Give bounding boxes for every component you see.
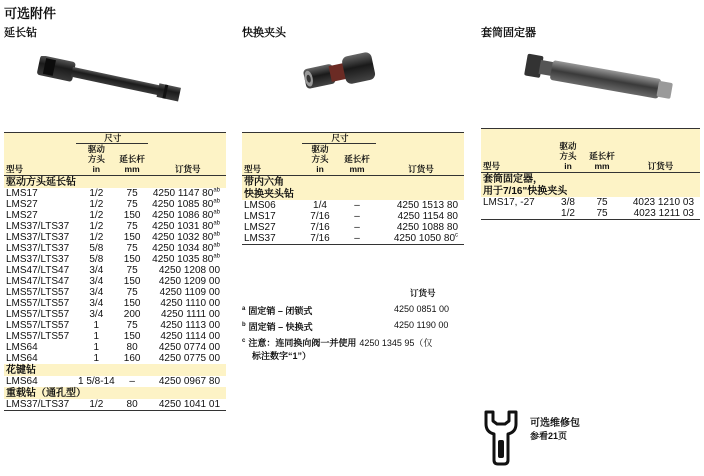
cell-order: 4250 1035 $80^{ab}$ bbox=[152, 253, 220, 265]
cell-extension: – bbox=[354, 222, 360, 233]
footnote-mark: ab bbox=[213, 220, 220, 227]
col-ext-header: 延长杆 bbox=[583, 141, 619, 161]
cell-drive: 1/2 bbox=[89, 188, 104, 199]
cell-extension: 150 bbox=[123, 210, 141, 221]
cell-extension: 75 bbox=[126, 265, 138, 276]
footnote-mark: ab bbox=[213, 253, 220, 260]
table-row bbox=[4, 353, 226, 364]
cell-extension: – bbox=[354, 211, 360, 222]
cell-model: LMS57/LTS57 bbox=[6, 331, 70, 342]
cell-drive: 3/4 bbox=[89, 265, 104, 276]
cell-drive: 1/2 bbox=[89, 221, 104, 232]
table-row bbox=[4, 221, 226, 232]
cell-order: 4250 0967 80 bbox=[158, 376, 220, 387]
cell-order: 4023 1210 03 bbox=[632, 196, 694, 208]
page-title: 可选附件 bbox=[4, 6, 57, 21]
cell-extension: 150 bbox=[123, 298, 141, 309]
cell-drive: 7/16 bbox=[310, 222, 330, 233]
col-drive-header: 驱动 方头 bbox=[551, 141, 583, 161]
cell-drive: 1/2 bbox=[551, 208, 583, 220]
table-row bbox=[4, 232, 226, 243]
cell-drive: 1/2 bbox=[89, 199, 104, 210]
cell-extension: 150 bbox=[123, 232, 141, 243]
cell-drive: 1/4 bbox=[313, 200, 327, 211]
cell-order: 4250 1208 00 bbox=[158, 265, 220, 276]
col-drive-header: 驱动 方头 bbox=[76, 144, 115, 165]
cell-order: 4250 1513 80 bbox=[396, 200, 458, 211]
table-row bbox=[242, 222, 464, 233]
cell-model: LMS64 bbox=[6, 342, 38, 353]
cell-model: LMS64 bbox=[6, 376, 38, 387]
cell-model: LMS37/LTS37 bbox=[4, 399, 76, 411]
table-row bbox=[4, 376, 226, 387]
notes-order-header: 订货号 bbox=[410, 288, 436, 298]
table-row bbox=[4, 210, 226, 221]
group-title: 驱动方头延长钻 bbox=[4, 176, 226, 189]
footnote-mark: c bbox=[455, 232, 458, 239]
cell-drive: 1 bbox=[93, 342, 100, 353]
cell-drive: 1 bbox=[93, 320, 100, 331]
group-title: 重载钻（通孔型） bbox=[4, 387, 226, 399]
footnote-b: $^b$ 固定销 – 快换式 4250 1190 00 bbox=[242, 320, 449, 332]
col-drive-header: 驱动 方头 bbox=[302, 144, 336, 165]
cell-order: 4250 1085 $80^{ab}$ bbox=[152, 198, 220, 210]
col-size-header: 尺寸 bbox=[302, 133, 376, 144]
col-ext-header: 延长杆 bbox=[336, 144, 376, 165]
socket-holder-table bbox=[481, 128, 700, 220]
table-row bbox=[4, 188, 226, 199]
cell-model: LMS27 bbox=[244, 222, 276, 233]
table-row bbox=[4, 243, 226, 254]
cell-drive: 1/2 bbox=[89, 210, 104, 221]
col-drive-unit: in bbox=[551, 161, 583, 173]
footnote-c-continuation: 标注数字“1”） bbox=[252, 351, 312, 361]
col-ext-header: 延长杆 bbox=[115, 144, 148, 165]
table-row bbox=[4, 320, 226, 331]
cell-model: LMS17 bbox=[244, 211, 276, 222]
cell-order: 4250 1110 00 bbox=[160, 298, 220, 309]
quick-chuck-photo bbox=[300, 46, 380, 98]
cell-drive: 1/2 bbox=[76, 399, 115, 411]
table-row bbox=[481, 197, 700, 208]
section-title-extension: 延长钻 bbox=[4, 27, 37, 39]
cell-order: 4250 1147 $80^{ab}$ bbox=[152, 187, 220, 199]
cell-extension: 200 bbox=[123, 309, 141, 320]
cell-model: LMS27 bbox=[6, 199, 38, 210]
cell-model: LMS47/LTS47 bbox=[6, 265, 70, 276]
table-row bbox=[242, 200, 464, 211]
footnote-mark: ab bbox=[213, 231, 220, 238]
cell-order: 4250 1154 80 bbox=[397, 211, 458, 222]
cell-order: 4250 1031 $80^{ab}$ bbox=[152, 220, 220, 232]
cell-drive: 5/8 bbox=[89, 254, 104, 265]
cell-extension: 75 bbox=[596, 196, 608, 208]
cell-order: 4250 1086 $80^{ab}$ bbox=[152, 209, 220, 221]
footnote-c: $^c$ 注意：连同换向阀一并使用 4250 1345 95（仅 bbox=[242, 338, 433, 348]
cell-model: LMS57/LTS57 bbox=[6, 298, 70, 309]
cell-extension: 75 bbox=[126, 199, 138, 210]
group-title: 花键钻 bbox=[4, 364, 226, 376]
col-order-header: 订货号 bbox=[619, 161, 700, 173]
cell-drive: 3/4 bbox=[89, 309, 104, 320]
col-ext-unit: mm bbox=[583, 161, 619, 173]
cell-order: 4250 0775 00 bbox=[158, 353, 220, 364]
cell-model: LMS57/LTS57 bbox=[6, 287, 70, 298]
section-title-socket-holder: 套筒固定器 bbox=[481, 27, 536, 39]
cell-order: 4250 1109 00 bbox=[159, 287, 220, 298]
cell-drive: 3/4 bbox=[89, 276, 104, 287]
section-title-quick-chuck: 快换夹头 bbox=[242, 27, 286, 39]
cell-drive: 1 5/8-14 bbox=[77, 376, 115, 387]
group-title: 快换夹头钻 bbox=[242, 188, 464, 200]
table-row bbox=[4, 399, 226, 411]
cell-drive: 7/16 bbox=[310, 211, 330, 222]
group-title: 套筒固定器， bbox=[481, 172, 700, 185]
service-kit-page-ref[interactable]: 参看21页 bbox=[530, 431, 568, 441]
cell-extension: 75 bbox=[126, 188, 138, 199]
quick-chuck-table bbox=[242, 132, 464, 245]
cell-drive: 1 bbox=[93, 331, 100, 342]
cell-model: LMS37/LTS37 bbox=[6, 232, 70, 243]
cell-extension: – bbox=[129, 376, 135, 387]
socket-holder-photo bbox=[512, 50, 682, 114]
cell-extension: 75 bbox=[583, 208, 619, 220]
footnote-mark: ab bbox=[213, 187, 220, 194]
cell-model: LMS57/LTS57 bbox=[6, 309, 70, 320]
group-title: 用于7/16"快换夹头 bbox=[481, 185, 700, 197]
col-model-header: 型号 bbox=[4, 164, 76, 176]
cell-order: 4250 1032 $80^{ab}$ bbox=[152, 231, 220, 243]
cell-model: LMS64 bbox=[6, 353, 38, 364]
group-title: 带内六角 bbox=[242, 176, 464, 189]
table-row bbox=[4, 331, 226, 342]
cell-extension: 150 bbox=[123, 254, 141, 265]
table-row bbox=[4, 298, 226, 309]
col-drive-unit: in bbox=[302, 164, 336, 176]
cell-order: 4250 1034 $80^{ab}$ bbox=[152, 242, 220, 254]
cell-extension: 75 bbox=[126, 320, 138, 331]
cell-extension: 75 bbox=[126, 221, 138, 232]
footnote-mark: ab bbox=[213, 198, 220, 205]
col-model-header: 型号 bbox=[481, 161, 551, 173]
cell-extension: 150 bbox=[123, 331, 141, 342]
group-title-row bbox=[4, 176, 226, 189]
col-size-header: 尺寸 bbox=[76, 133, 148, 144]
table-row bbox=[4, 265, 226, 276]
cell-model: LMS57/LTS57 bbox=[6, 320, 70, 331]
cell-model: LMS47/LTS47 bbox=[6, 276, 70, 287]
col-ext-unit: mm bbox=[336, 164, 376, 176]
cell-model: LMS17, -27 bbox=[483, 196, 535, 208]
table-row bbox=[242, 211, 464, 222]
cell-order: 4250 1088 80 bbox=[396, 222, 458, 233]
cell-model: LMS27 bbox=[6, 210, 38, 221]
footnote-a: $^a$ 固定销 – 闭锁式 4250 0851 00 bbox=[242, 304, 450, 316]
extension-drill-photo bbox=[30, 56, 190, 114]
cell-model bbox=[481, 208, 551, 220]
col-order-header: 订货号 bbox=[376, 164, 464, 176]
cell-model: LMS37/LTS37 bbox=[6, 221, 70, 232]
table-row bbox=[4, 309, 226, 320]
table-row bbox=[4, 199, 226, 210]
cell-drive: 3/4 bbox=[89, 287, 104, 298]
table-row bbox=[4, 342, 226, 353]
cell-drive: 3/8 bbox=[561, 196, 575, 208]
cell-extension: 75 bbox=[126, 287, 138, 298]
service-kit-title: 可选维修包 bbox=[530, 418, 580, 429]
cell-extension: 80 bbox=[115, 399, 148, 411]
cell-order: 4250 1114 00 bbox=[160, 331, 220, 342]
cell-order: 4250 1209 00 bbox=[158, 276, 220, 287]
col-drive-unit: in bbox=[76, 164, 115, 176]
cell-extension: 160 bbox=[123, 353, 141, 364]
cell-model: LMS06 bbox=[244, 200, 276, 211]
cell-extension: – bbox=[336, 233, 376, 245]
footnote-mark: ab bbox=[213, 242, 220, 249]
cell-extension: 80 bbox=[126, 342, 138, 353]
cell-drive: 3/4 bbox=[89, 298, 104, 309]
cell-model: LMS37/LTS37 bbox=[6, 254, 70, 265]
col-model-header: 型号 bbox=[242, 164, 302, 176]
group-title-row bbox=[4, 364, 226, 376]
table-row bbox=[4, 276, 226, 287]
cell-extension: – bbox=[354, 200, 360, 211]
cell-drive: 7/16 bbox=[302, 233, 336, 245]
cell-order: 4250 1041 01 bbox=[148, 399, 226, 411]
cell-extension: 150 bbox=[123, 276, 141, 287]
cell-order: 4250 1113 00 bbox=[160, 320, 220, 331]
table-row bbox=[481, 208, 700, 220]
wrench-icon bbox=[480, 408, 522, 466]
col-ext-unit: mm bbox=[115, 164, 148, 176]
table-row bbox=[4, 254, 226, 265]
cell-order: 4250 0774 00 bbox=[158, 342, 220, 353]
cell-model: LMS17 bbox=[6, 188, 38, 199]
cell-order: 4250 1111 00 bbox=[161, 309, 220, 320]
table-row bbox=[4, 287, 226, 298]
cell-drive: 5/8 bbox=[89, 243, 104, 254]
cell-order: 4250 1050 80$^c$ bbox=[376, 233, 464, 245]
col-order-header: 订货号 bbox=[148, 164, 226, 176]
group-title-row bbox=[4, 387, 226, 399]
extension-drill-table bbox=[4, 132, 226, 411]
cell-model: LMS37/LTS37 bbox=[6, 243, 70, 254]
cell-model: LMS37 bbox=[242, 233, 302, 245]
table-row bbox=[242, 233, 464, 245]
footnote-mark: ab bbox=[213, 209, 220, 216]
cell-extension: 75 bbox=[126, 243, 138, 254]
cell-drive: 1/2 bbox=[89, 232, 104, 243]
cell-order: 4023 1211 03 bbox=[619, 208, 700, 220]
cell-drive: 1 bbox=[93, 353, 100, 364]
